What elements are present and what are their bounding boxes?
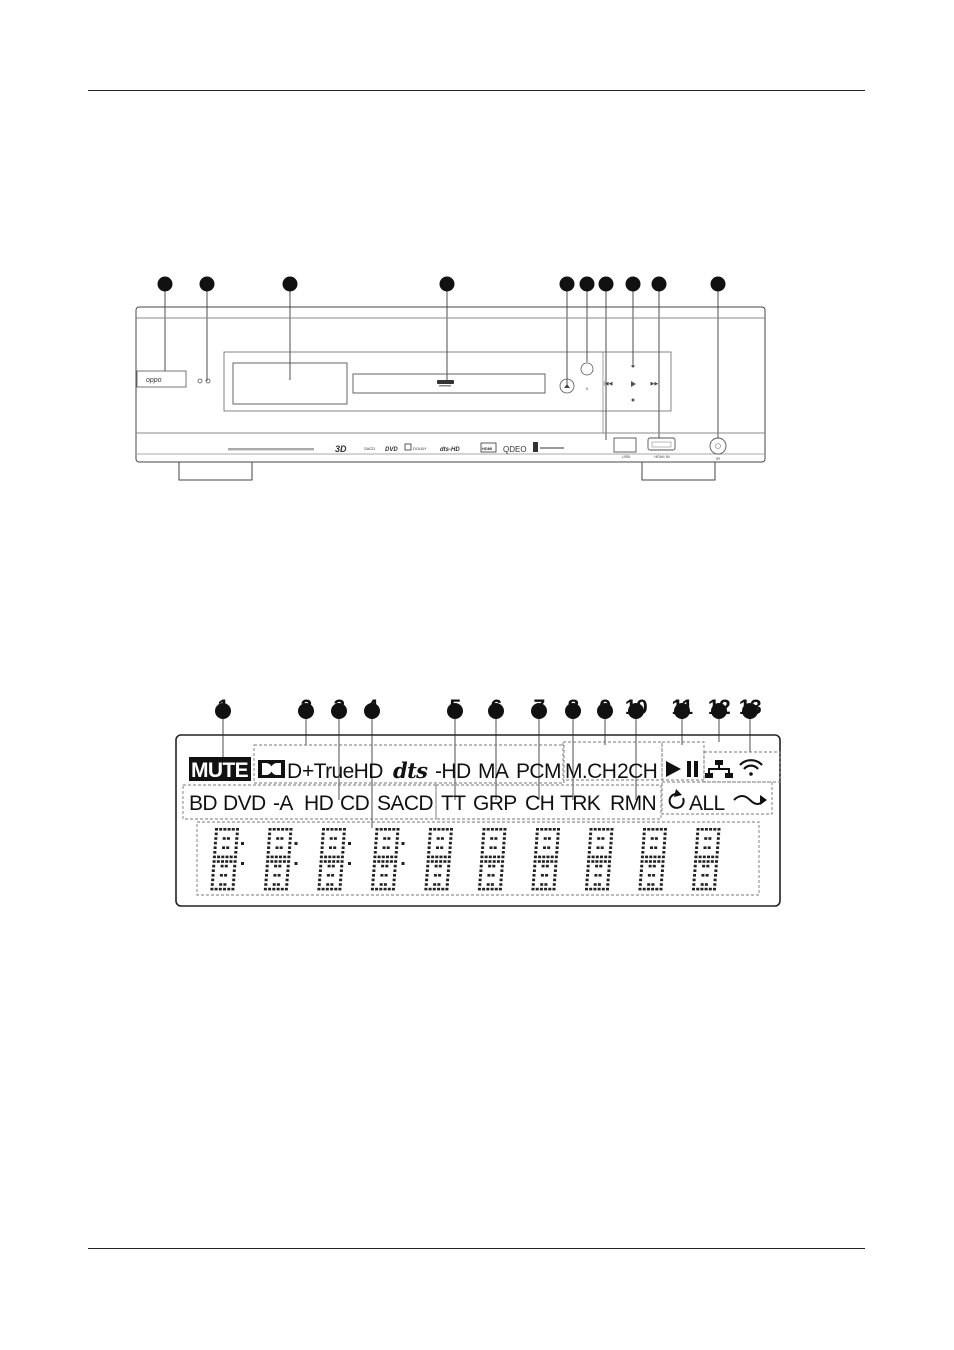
vfd-callout-13: 13 — [738, 696, 762, 719]
digit-cell — [585, 828, 614, 890]
logo-dolby: DOLBY — [413, 446, 427, 451]
hdmi-label: HDMI IN — [654, 454, 670, 459]
tt-indicator: TT — [441, 792, 466, 815]
sacd-indicator: SACD — [377, 792, 433, 815]
trk-indicator: TRK — [560, 792, 601, 815]
wifi-icon — [740, 760, 762, 776]
play-icon — [666, 761, 681, 777]
network-icon — [705, 760, 733, 778]
digit-cell — [317, 828, 351, 890]
vfd-callout-7: 7 — [533, 696, 545, 719]
dts-hd-indicator: -HD — [435, 760, 471, 783]
digit-cell — [478, 828, 507, 890]
vfd-callout-10: 10 — [624, 696, 648, 719]
digit-cell — [532, 828, 561, 890]
vfd-callout-6: 6 — [490, 696, 502, 719]
logo-hdmi: HDMI — [482, 446, 493, 451]
digit-matrix — [210, 828, 720, 890]
oppo-logo-text: oppo — [146, 377, 162, 384]
digit-cell — [639, 828, 668, 890]
vfd-callout-12: 12 — [707, 696, 731, 719]
vfd-callout-11: 11 — [671, 696, 693, 719]
grp-indicator: GRP — [473, 792, 517, 815]
svg-text:II: II — [585, 386, 589, 391]
dolby-d-indicator: D — [287, 760, 302, 783]
vfd-callout-4: 4 — [366, 696, 378, 719]
usb-label: USB — [621, 454, 631, 459]
2ch-indicator: 2CH — [617, 760, 658, 783]
vfd-callout-5: 5 — [449, 696, 461, 719]
ch-indicator: CH — [525, 792, 555, 815]
vfd-callout-8: 8 — [567, 696, 579, 719]
digit-cell — [371, 828, 405, 890]
digit-cell — [424, 828, 453, 890]
mute-indicator: MUTE — [191, 759, 249, 782]
dolby-double-d-icon — [258, 760, 285, 778]
cd-indicator: CD — [340, 792, 370, 815]
mch-indicator: M.CH — [565, 760, 617, 783]
digit-cell — [692, 828, 721, 890]
svg-text:|◀◀: |◀◀ — [603, 381, 613, 387]
digit-cell — [210, 828, 244, 890]
dvd-indicator: DVD — [223, 792, 266, 815]
digit-group — [197, 822, 759, 895]
svg-text:▶▶|: ▶▶| — [650, 381, 660, 387]
repeat-icon — [670, 789, 684, 808]
logo-dts: dts-HD — [440, 447, 460, 453]
network-group — [704, 752, 780, 782]
random-icon — [734, 795, 767, 805]
vfd-callout-3: 3 — [333, 696, 345, 719]
bd-indicator: BD — [189, 792, 217, 815]
dts-indicator: dts — [393, 758, 428, 783]
pause-icon — [687, 761, 698, 777]
dvd-a-indicator: -A — [273, 792, 293, 815]
rmn-indicator: RMN — [610, 792, 657, 815]
logo-3d: 3D — [335, 444, 347, 454]
all-indicator: ALL — [689, 792, 725, 815]
vfd-callout-9: 9 — [599, 696, 611, 719]
hd-indicator: HD — [304, 792, 334, 815]
pcm-indicator: PCM — [516, 760, 561, 783]
ir-label: IR — [716, 456, 720, 461]
logo-dvd: DVD — [385, 447, 398, 453]
vfd-callout-1: 1 — [217, 696, 229, 719]
logo-sacd: SACD — [364, 446, 376, 451]
vfd-callout-2: 2 — [300, 696, 312, 719]
logo-qdeo: QDEO — [503, 445, 527, 454]
truehd-indicator: +TrueHD — [302, 760, 383, 783]
ma-indicator: MA — [478, 760, 509, 783]
vfd-callouts — [215, 696, 761, 719]
digit-cell — [264, 828, 298, 890]
